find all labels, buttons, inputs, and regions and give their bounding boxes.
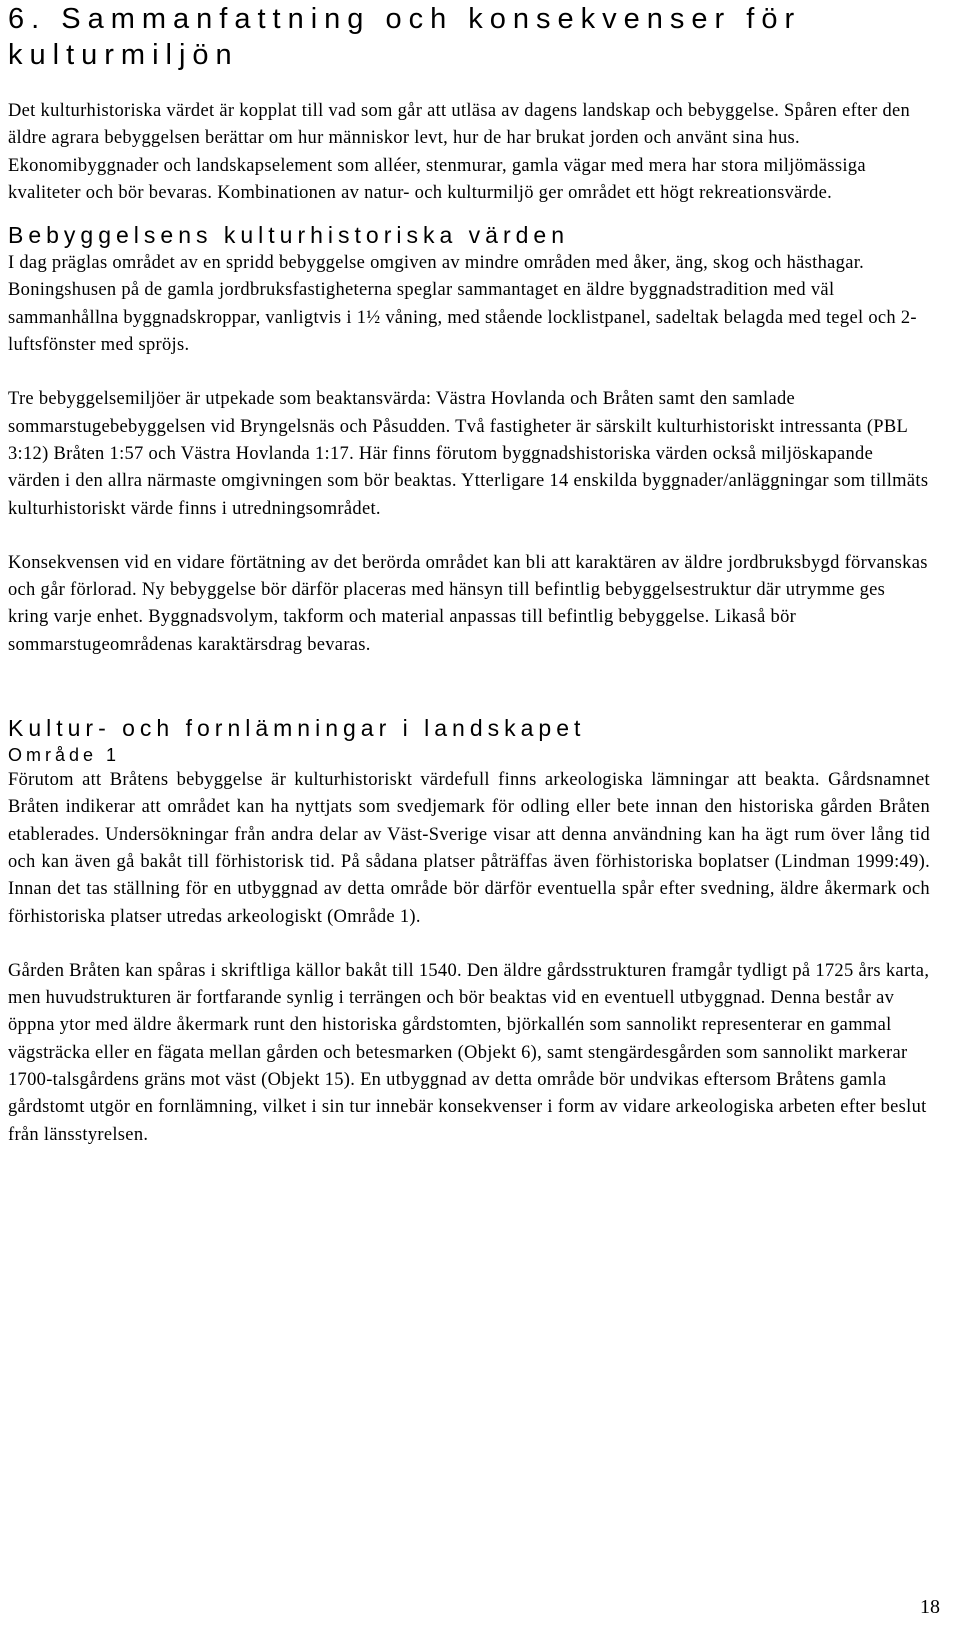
bebyggelse-paragraph-3: Konsekvensen vid en vidare förtätning av det berörda området kan bli att karaktären av äldre jordbruksbygd förvanskas och går förlorad. Ny bebyggelse bör därför placeras med hänsyn till befintlig bebyggelsestruktur där utrymme ges kring varje enhet. Byggnadsvolym, takform och material anpassas till befintlig bebyggelse. Likaså bör sommarstugeområdenas karaktärsdrag bevaras.: [8, 552, 928, 655]
bebyggelse-paragraph-2: Tre bebyggelsemiljöer är utpekade som beaktansvärda: Västra Hovlanda och Bråten samt den samlade sommarstugebebyggelsen vid Bryngelsnäs och Påsudden. Två fastigheter är särskilt kulturhistoriskt intressanta (PBL 3:12) Bråten 1:57 och Västra Hovlanda 1:17. Här finns förutom byggnadshistoriska värden också miljöskapande värden i den allra närmaste omgivningen som bör beaktas. Ytterligare 14 enskilda byggnader/anläggningar som tillmäts kulturhistoriskt värde finns i utredningsområdet.: [8, 389, 929, 519]
intro-paragraph: Det kulturhistoriska värdet är kopplat till vad som går att utläsa av dagens landskap och bebyggelse. Spåren efter den äldre agrara bebyggelsen berättar om hur människor levt, hur de har brukat jorden och använt sina hus. Ekonomibyggnader och landskapselement som alléer, stenmurar, gamla vägar med mera har stora miljömässiga kvaliteter och bör bevaras. Kombinationen av natur- och kulturmiljö ger området ett högt rekreationsvärde.: [8, 101, 911, 203]
fornlamningar-paragraph-2: Gården Bråten kan spåras i skriftliga källor bakåt till 1540. Den äldre gårdsstrukturen framgår tydligt på 1725 års karta, men huvudstrukturen är fortfarande synlig i terrängen och bör beaktas vid en eventuell utbyggnad. Denna består av öppna ytor med äldre åkermark runt den historiska gårdstomten, björkallén som sannolikt representerar en gammal vägsträcka eller en fägata mellan gården och betesmarken (Objekt 6), samt stengärdesgården som sannolikt markerar 1700-talsgårdens gräns mot väst (Objekt 15). En utbyggnad av detta område bör undvikas eftersom Bråtens gamla gårdstomt utgör en fornlämning, vilket i sin tur innebär konsekvenser i form av vidare arkeologiska arbeten efter beslut från länsstyrelsen.: [8, 960, 930, 1145]
bebyggelse-heading: Bebyggelsens kulturhistoriska värden: [8, 222, 569, 249]
fornlamningar-paragraph-1: Förutom att Bråtens bebyggelse är kulturhistoriskt värdefull finns arkeologiska lämningar att beakta. Gårdsnamnet Bråten indikerar att området kan ha nyttjats som svedjemark för odling eller bete innan den historiska gården Bråten etablerades. Undersökningar från andra delar av Väst-Sverige visar att denna användning kan ha ägt rum över lång tid och kan även gå bakåt till förhistorisk tid. På sådana platser påträffas även förhistoriska boplatser (Lindman 1999:49). Innan det tas ställning för en utbyggnad av detta område bör därför eventuella spår efter svedning, äldre åkermark och förhistoriska platser utredas arkeologiskt (Område 1).: [8, 770, 930, 927]
omrade-subheading: Område 1: [8, 745, 121, 766]
section-heading: 6. Sammanfattning och konsekvenser för kulturmiljön: [8, 3, 802, 71]
fornlamningar-heading: Kultur- och fornlämningar i landskapet: [8, 715, 586, 742]
page-number: 18: [920, 1596, 940, 1618]
bebyggelse-paragraph-1: I dag präglas området av en spridd bebyggelse omgiven av mindre områden med åker, äng, skog och hästhagar. Boningshusen på de gamla jordbruksfastigheterna speglar sammantaget en äldre byggnadstradition med väl sammanhållna byggnadskroppar, vanligtvis i 1½ våning, med stående locklistpanel, sadeltak belagda med tegel och 2-luftsfönster med spröjs.: [8, 253, 917, 356]
